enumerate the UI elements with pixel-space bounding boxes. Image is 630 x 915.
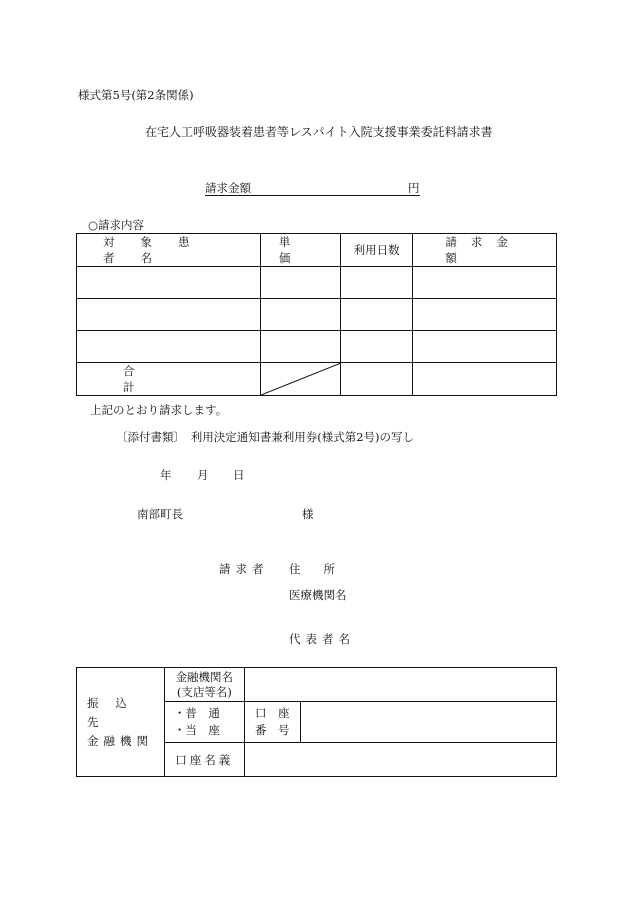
cell-claim-amount[interactable] (413, 299, 557, 331)
account-number-label-1: 口 座 (254, 706, 290, 720)
attachment-note: 〔添付書類〕 利用決定通知書兼利用券(様式第2号)の写し (116, 430, 415, 444)
bank-name-label-cell (164, 668, 244, 702)
claimant-address-label: 住 所 (289, 562, 335, 576)
cell-days[interactable] (340, 299, 413, 331)
account-number-label-2: 番 号 (254, 723, 290, 737)
account-number-label-cell (244, 702, 300, 743)
cell-days[interactable] (340, 331, 413, 363)
cell-days[interactable] (340, 267, 413, 299)
claimant-representative-label: 代表者名 (289, 632, 355, 646)
cell-unit-price[interactable] (260, 299, 340, 331)
date-year: 年 (160, 468, 172, 482)
account-type-ordinary[interactable]: ・普 通 (173, 706, 220, 720)
statement: 上記のとおり請求します。 (90, 403, 228, 417)
bank-section-label-1 (87, 694, 154, 732)
cell-patient-name[interactable] (77, 331, 261, 363)
account-holder-label: 口座名義 (175, 752, 234, 767)
bank-row-name (77, 668, 557, 702)
amount-label: 請求金額 (205, 181, 251, 195)
table-row (77, 331, 557, 363)
cell-patient-name[interactable] (77, 299, 261, 331)
amount-unit: 円 (408, 181, 420, 195)
table-row (77, 267, 557, 299)
header-claim-amount: 請求金額 (413, 234, 557, 267)
bank-name-label: 金融機関名 (175, 669, 234, 684)
diagonal-slash (261, 363, 341, 395)
total-row (77, 363, 557, 396)
header-days: 利用日数 (340, 234, 413, 267)
bank-branch-label: (支店等名) (176, 684, 232, 699)
page-title: 在宅人工呼吸器装着患者等レスパイト入院支援事業委託料請求書 (145, 125, 493, 139)
total-label-cell (77, 363, 261, 396)
account-number-field[interactable] (300, 702, 556, 743)
details-header-row (77, 234, 557, 267)
cell-unit-price[interactable] (260, 331, 340, 363)
account-holder-field[interactable] (244, 743, 556, 777)
account-type-cell (164, 702, 244, 743)
table-row (77, 299, 557, 331)
date-day: 日 (233, 468, 245, 482)
bank-section-label-2-text: 金融機関 (87, 733, 153, 748)
header-patient-name: 対象患者名 (77, 234, 261, 267)
total-amount-cell[interactable] (413, 363, 557, 396)
cell-claim-amount[interactable] (413, 331, 557, 363)
claimant-label: 請求者 (219, 562, 269, 576)
addressee-honorific: 様 (302, 507, 314, 521)
total-days-cell[interactable] (340, 363, 413, 396)
total-unit-price-cell (260, 363, 340, 396)
bank-section-label-2 (87, 732, 154, 751)
bank-section-label-1-text: 振込先 (87, 695, 144, 729)
cell-patient-name[interactable] (77, 267, 261, 299)
date-month: 月 (197, 468, 209, 482)
header-unit-price: 単価 (260, 234, 340, 267)
addressee-name: 南部町長 (137, 507, 183, 521)
details-table (76, 233, 557, 396)
account-type-current[interactable]: ・当 座 (173, 723, 220, 737)
cell-claim-amount[interactable] (413, 267, 557, 299)
total-label: 合計 (123, 364, 195, 394)
form-number: 様式第5号(第2条関係) (78, 88, 194, 102)
amount-underline (205, 195, 420, 196)
account-holder-label-cell (164, 743, 244, 777)
cell-unit-price[interactable] (260, 267, 340, 299)
bank-section-label-cell (77, 668, 165, 777)
bank-table (76, 667, 557, 777)
bank-name-field[interactable] (244, 668, 556, 702)
claimant-institution-label: 医療機関名 (289, 588, 347, 602)
details-heading: ○請求内容 (88, 218, 145, 232)
